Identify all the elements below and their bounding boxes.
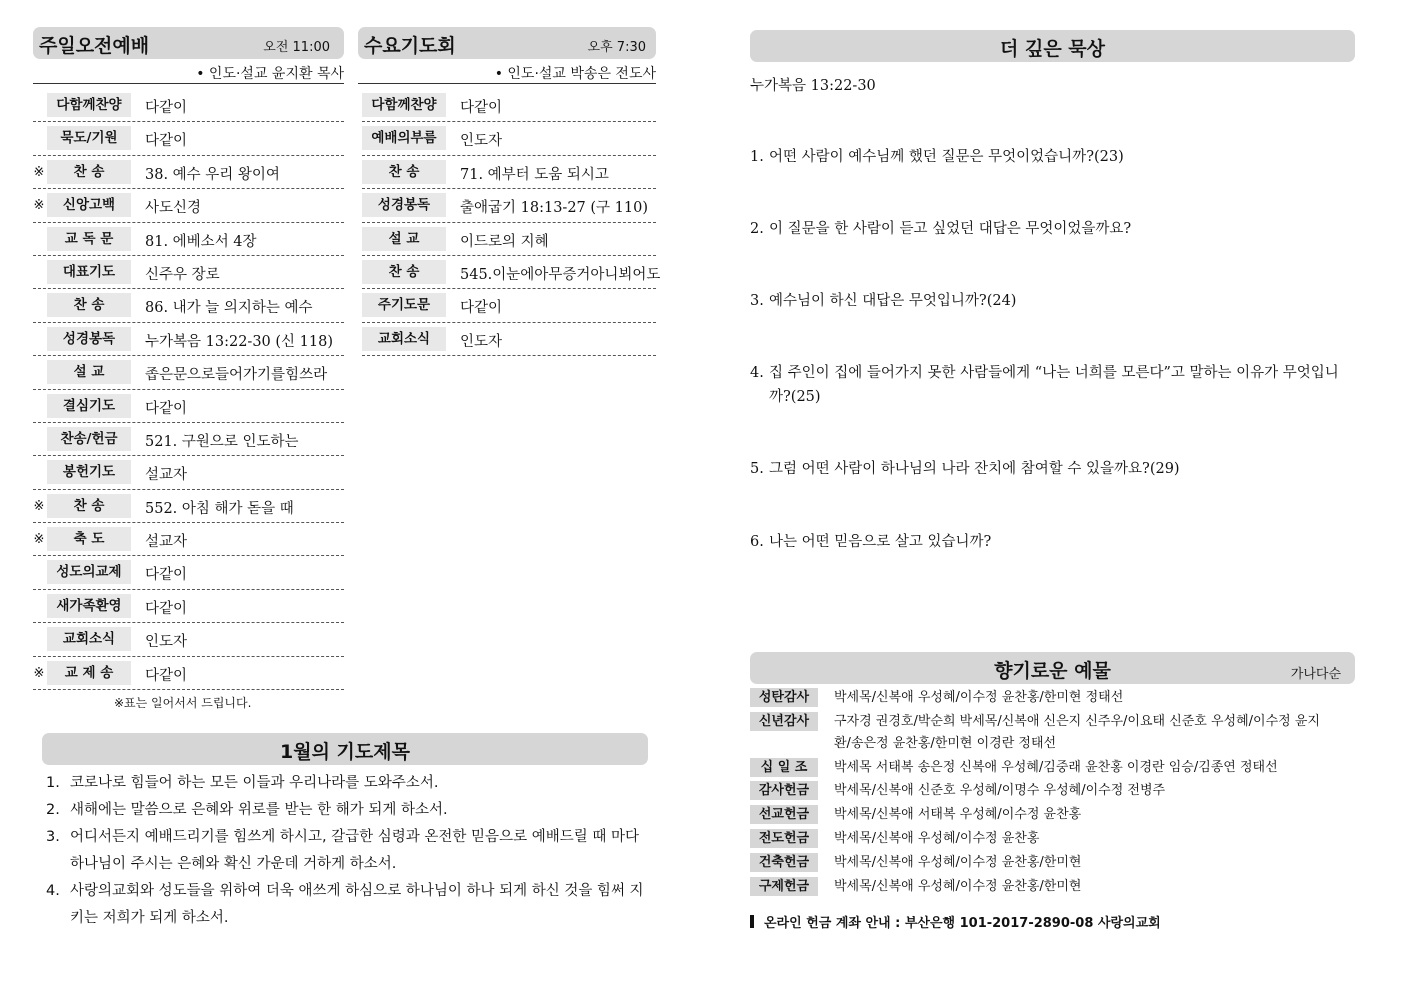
prayer-number: 3. <box>46 829 60 845</box>
order-value: 사도신경 <box>145 200 202 217</box>
order-label: 찬 송 <box>362 260 446 284</box>
order-row <box>33 523 344 556</box>
offering-label: 감사헌금 <box>750 781 818 800</box>
sunday-officiant-line <box>33 83 344 84</box>
offering-names: 구자경 권경호/박순희 박세목/신복애 신은지 신주우/이요태 신준호 우성혜/이수정 윤지환/송은정 윤찬홍/한미현 이경란 정태선 <box>834 714 1320 751</box>
prayer-text: 새해에는 말씀으로 은혜와 위로를 받는 한 해가 되게 하소서. <box>70 802 448 818</box>
order-label: 교회소식 <box>362 327 446 351</box>
order-row <box>33 223 344 256</box>
offering-label: 선교헌금 <box>750 805 818 824</box>
order-row <box>33 556 344 589</box>
order-label: 주기도문 <box>362 293 446 317</box>
prayer-number: 1. <box>46 775 60 791</box>
offering-header <box>750 652 1355 684</box>
question-number: 2. <box>750 221 764 237</box>
prayer-header <box>42 733 648 765</box>
offering-label: 건축헌금 <box>750 853 818 872</box>
question-text: 이 질문을 한 사람이 듣고 싶었던 대답은 무엇이었을까요? <box>769 221 1132 237</box>
order-row <box>33 156 344 189</box>
sunday-officiant: • 인도·설교 윤지환 목사 <box>196 66 344 82</box>
meditation-question <box>750 361 1355 409</box>
order-row <box>33 289 344 322</box>
order-value: 누가복음 13:22-30 (신 118) <box>145 333 333 350</box>
offering-names: 박세목/신복애 우성혜/이수정 윤찬홍 <box>834 831 1040 846</box>
order-label: 찬 송 <box>47 494 131 518</box>
order-value: 출애굽기 18:13-27 (구 110) <box>460 200 648 217</box>
order-label: 다함께찬양 <box>362 93 446 117</box>
standing-mark: ※ <box>33 498 45 514</box>
order-label: 성경봉독 <box>47 327 131 351</box>
wednesday-header <box>358 27 656 59</box>
question-text: 집 주인이 집에 들어가지 못한 사람들에게 “나는 너희를 모른다”고 말하는 이유가 무엇입니까?(25) <box>769 365 1339 405</box>
sunday-order-table <box>33 89 344 690</box>
order-value: 다같이 <box>460 300 503 317</box>
meditation-question <box>750 457 1355 481</box>
prayer-list <box>46 770 644 932</box>
order-label: 찬송/헌금 <box>47 427 131 451</box>
order-value: 552. 아침 해가 돋을 때 <box>145 500 294 517</box>
offering-label: 전도헌금 <box>750 829 818 848</box>
order-value: 좁은문으로들어가기를힘쓰라 <box>145 367 328 384</box>
order-label: 축 도 <box>47 527 131 551</box>
order-value: 86. 내가 늘 의지하는 예수 <box>145 300 313 317</box>
offering-label: 성탄감사 <box>750 688 818 707</box>
offering-names: 박세목/신복애 신준호 우성혜/이명수 우성혜/이수정 전병주 <box>834 783 1166 798</box>
question-text: 그럼 어떤 사람이 하나님의 나라 잔치에 참여할 수 있을까요?(29) <box>769 461 1180 477</box>
order-label: 교 제 송 <box>47 661 131 685</box>
order-label: 성도의교제 <box>47 560 131 584</box>
question-text: 예수님이 하신 대답은 무엇입니까?(24) <box>769 293 1017 309</box>
order-row <box>33 590 344 623</box>
order-label: 찬 송 <box>47 293 131 317</box>
order-label: 봉헌기도 <box>47 460 131 484</box>
wednesday-title: 수요기도회 <box>364 35 456 57</box>
order-label: 성경봉독 <box>362 193 446 217</box>
order-row <box>362 89 656 122</box>
prayer-text: 코로나로 힘들어 하는 모든 이들과 우리나라를 도와주소서. <box>70 775 439 791</box>
prayer-number: 4. <box>46 883 60 899</box>
question-text: 어떤 사람이 예수님께 했던 질문은 무엇이었습니까?(23) <box>769 149 1124 165</box>
meditation-title: 더 깊은 묵상 <box>1000 38 1105 60</box>
order-value: 다같이 <box>145 600 188 617</box>
wednesday-order-table <box>362 89 661 356</box>
wednesday-officiant: • 인도·설교 박송은 전도사 <box>494 66 656 82</box>
order-row <box>362 323 656 356</box>
order-label: 결심기도 <box>47 394 131 418</box>
order-value: 다같이 <box>145 100 188 116</box>
order-value: 다같이 <box>460 100 503 116</box>
account-text: 온라인 헌금 계좌 안내 : 부산은행 101-2017-2890-08 사랑의교회 <box>764 916 1161 931</box>
online-account-info <box>750 912 1161 931</box>
offering-title: 향기로운 예물 <box>994 660 1111 682</box>
wednesday-time: 오후 7:30 <box>587 40 646 55</box>
order-value: 이드로의 지혜 <box>460 233 549 250</box>
sunday-time: 오전 11:00 <box>263 40 330 55</box>
order-label: 찬 송 <box>47 160 131 184</box>
question-number: 6. <box>750 534 764 550</box>
standing-note: ※표는 일어서서 드립니다. <box>114 696 252 710</box>
prayer-number: 2. <box>46 802 60 818</box>
prayer-item <box>46 824 644 878</box>
order-value: 81. 에베소서 4장 <box>145 233 257 250</box>
order-row <box>33 256 344 289</box>
order-label: 설 교 <box>47 360 131 384</box>
offering-names: 박세목 서태복 송은정 신복애 우성혜/김중래 윤찬홍 이경란 임승/김종연 정태선 <box>834 760 1278 775</box>
order-row <box>362 122 656 155</box>
standing-mark: ※ <box>33 164 45 180</box>
order-label: 다함께찬양 <box>47 93 131 117</box>
order-value: 인도자 <box>460 333 503 350</box>
meditation-header <box>750 30 1355 62</box>
meditation-question <box>750 289 1355 313</box>
order-row <box>33 657 344 690</box>
offering-names: 박세목/신복애 서태복 우성혜/이수정 윤찬홍 <box>834 807 1082 822</box>
order-value: 인도자 <box>460 133 503 150</box>
order-row <box>33 390 344 423</box>
order-value: 다같이 <box>145 133 188 150</box>
order-row <box>33 189 344 222</box>
offering-names: 박세목/신복애 우성혜/이수정 윤찬홍/한미현 정태선 <box>834 690 1124 705</box>
prayer-title: 1월의 기도제목 <box>280 741 410 763</box>
order-label: 새가족환영 <box>47 594 131 618</box>
order-value: 545.이눈에아무증거아니뵈어도 <box>460 266 661 283</box>
order-row <box>33 323 344 356</box>
wednesday-officiant-line <box>358 83 656 84</box>
order-value: 다같이 <box>145 667 188 684</box>
order-row <box>33 623 344 656</box>
offering-label: 십 일 조 <box>750 758 818 777</box>
order-label: 신앙고백 <box>47 193 131 217</box>
order-value: 521. 구원으로 인도하는 <box>145 433 299 450</box>
question-text: 나는 어떤 믿음으로 살고 있습니까? <box>769 534 992 550</box>
sunday-title: 주일오전예배 <box>39 35 150 57</box>
meditation-passage: 누가복음 13:22-30 <box>750 78 876 94</box>
prayer-text: 어디서든지 예배드리기를 힘쓰게 하시고, 갈급한 심령과 온전한 믿음으로 예배드릴 때 마다 하나님이 주시는 은혜와 확신 가운데 거하게 하소서. <box>70 829 639 872</box>
standing-mark: ※ <box>33 532 45 548</box>
order-row <box>362 256 661 289</box>
order-row <box>362 189 656 222</box>
sunday-header <box>33 27 344 59</box>
offering-order-note: 가나다순 <box>1290 667 1341 682</box>
question-number: 5. <box>750 461 764 477</box>
order-value: 38. 예수 우리 왕이여 <box>145 166 280 183</box>
order-value: 71. 예부터 도움 되시고 <box>460 166 609 183</box>
order-label: 대표기도 <box>47 260 131 284</box>
meditation-question <box>750 530 1355 554</box>
question-number: 4. <box>750 365 764 381</box>
offering-names: 박세목/신복애 우성혜/이수정 윤찬홍/한미현 <box>834 879 1082 894</box>
prayer-text: 사랑의교회와 성도들을 위하여 더욱 애쓰게 하심으로 하나님이 하나 되게 하신 것을 힘써 지키는 저희가 되게 하소서. <box>70 883 644 926</box>
order-value: 다같이 <box>145 400 188 417</box>
offering-label: 신년감사 <box>750 712 818 731</box>
order-label: 묵도/기원 <box>47 126 131 150</box>
order-row <box>33 89 344 122</box>
prayer-item <box>46 878 644 932</box>
order-row <box>33 122 344 155</box>
order-row <box>362 223 656 256</box>
order-value: 설교자 <box>145 467 188 484</box>
question-number: 1. <box>750 149 764 165</box>
order-row <box>33 423 344 456</box>
account-marker-bar <box>750 915 754 928</box>
order-row <box>33 490 344 523</box>
order-label: 교회소식 <box>47 627 131 651</box>
prayer-item <box>46 770 644 797</box>
order-row <box>33 456 344 489</box>
meditation-question <box>750 145 1355 169</box>
question-number: 3. <box>750 293 764 309</box>
meditation-question <box>750 217 1355 241</box>
order-label: 예배의부름 <box>362 126 446 150</box>
order-value: 인도자 <box>145 634 188 651</box>
order-row <box>33 356 344 389</box>
offering-names: 박세목/신복애 우성혜/이수정 윤찬홍/한미현 <box>834 855 1082 870</box>
order-row <box>362 289 656 322</box>
order-label: 교 독 문 <box>47 227 131 251</box>
standing-mark: ※ <box>33 665 45 681</box>
order-row <box>362 156 656 189</box>
standing-mark: ※ <box>33 198 45 214</box>
offering-label: 구제헌금 <box>750 877 818 896</box>
order-label: 설 교 <box>362 227 446 251</box>
order-value: 설교자 <box>145 534 188 551</box>
order-label: 찬 송 <box>362 160 446 184</box>
prayer-item <box>46 797 644 824</box>
order-value: 신주우 장로 <box>145 266 220 283</box>
order-value: 다같이 <box>145 567 188 584</box>
